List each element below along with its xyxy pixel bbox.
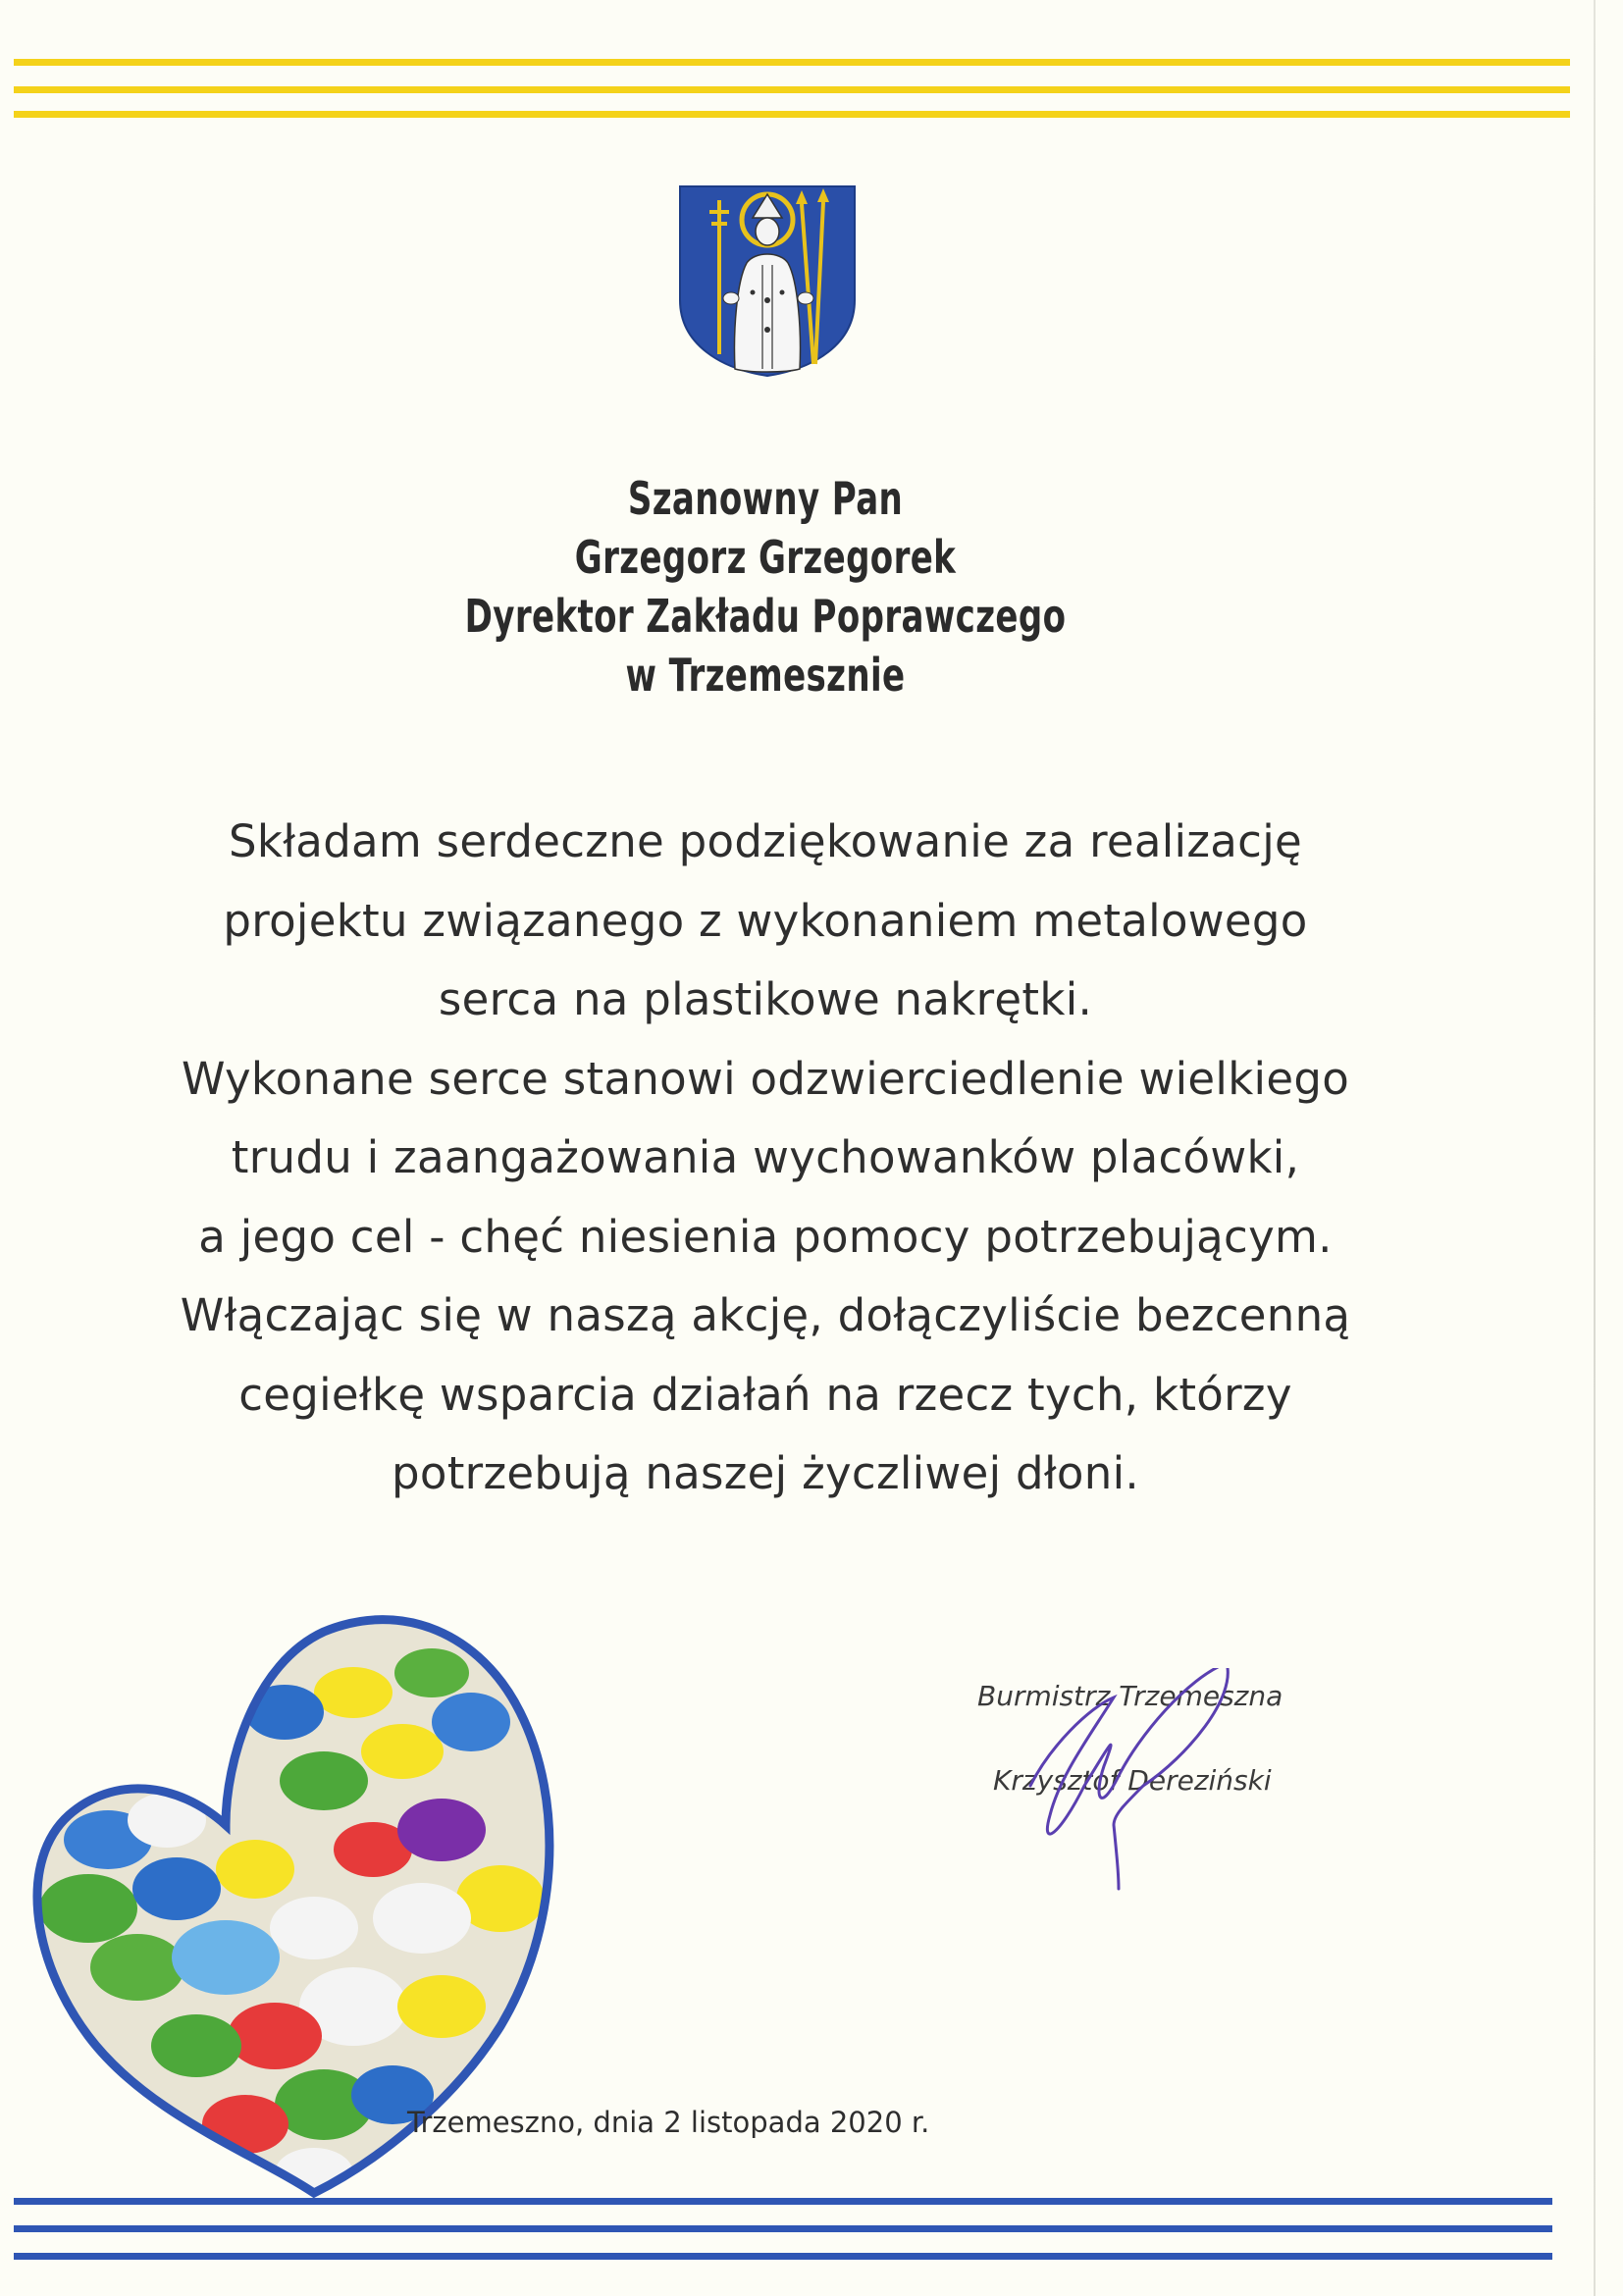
top-stripe-1 [14,59,1570,66]
body-line: serca na plastikowe nakrętki. [438,973,1093,1025]
body-line: potrzebują naszej życzliwej dłoni. [392,1447,1139,1499]
scan-edge [1594,0,1596,2296]
letter-date: Trzemeszno, dnia 2 listopada 2020 r. [407,2106,930,2139]
bottom-stripe-2 [14,2225,1552,2232]
body-line: projektu związanego z wykonaniem metalowego [223,894,1308,947]
body-line: a jego cel - chęć niesienia pomocy potrzebującym. [198,1210,1333,1263]
recipient-name: Grzegorz Grzegorek [574,531,957,584]
body-line: trudu i zaangażowania wychowanków placówki, [231,1131,1300,1183]
body-line: Wykonane serce stanowi odzwierciedlenie wielkiego [181,1052,1350,1105]
signatory-title: Burmistrz Trzemeszna [977,1680,1283,1712]
recipient-location: w Trzemesznie [625,649,906,702]
top-stripe-3 [14,111,1570,118]
bottom-stripe-3 [14,2253,1552,2260]
recipient-block [199,469,1332,704]
signatory-name: Krzysztof Dereziński [993,1764,1272,1797]
bottom-stripe-1 [14,2198,1552,2205]
recipient-position: Dyrektor Zakładu Poprawczego [464,590,1067,643]
letter-body [128,803,1403,1514]
body-line: cegiełkę wsparcia działań na rzecz tych, którzy [238,1368,1292,1421]
recipient-salutation: Szanowny Pan [627,472,904,525]
top-stripe-2 [14,86,1570,93]
body-line: Włączając się w naszą akcję, dołączyliście bezcenną [180,1289,1351,1341]
coat-of-arms-icon [676,183,859,379]
body-line: Składam serdeczne podziękowanie za realizację [229,815,1302,867]
signature-block [942,1668,1374,1894]
handwritten-signature-icon [942,1668,1374,1894]
